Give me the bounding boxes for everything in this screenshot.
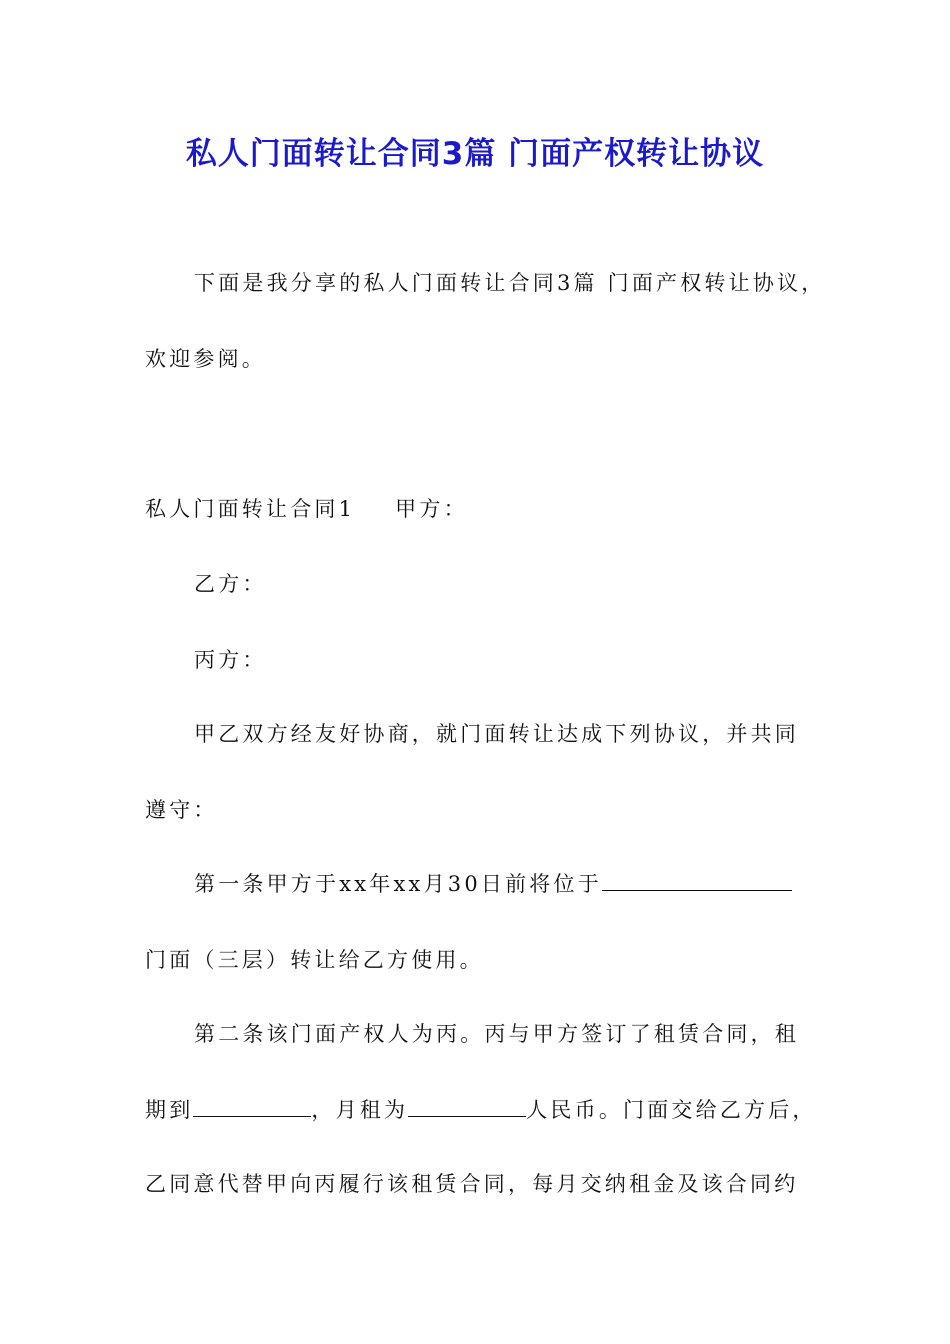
party-c-label: 丙方：: [194, 648, 267, 672]
lease-term-blank: [193, 1096, 311, 1117]
rent-amount-blank: [408, 1096, 526, 1117]
document-title: 私人门面转让合同3篇 门面产权转让协议: [185, 136, 765, 172]
article1-line-1: [194, 869, 792, 899]
article2-part-3: 人民币。门面交给乙方后，: [526, 1098, 817, 1122]
article1-text: 第一条甲方于xx年xx月30日前将位于: [194, 872, 602, 896]
article2-line-3: 乙同意代替甲向丙履行该租赁合同，每月交纳租金及该合同约: [145, 1172, 799, 1196]
contract-heading-line: [145, 494, 468, 524]
preamble-line-2: 遵守：: [145, 798, 218, 822]
article2-part-2: ，月租为: [311, 1098, 409, 1122]
article2-line-2: [145, 1095, 817, 1125]
party-a-label: 甲方：: [395, 497, 468, 521]
intro-line-1: 下面是我分享的私人门面转让合同3篇 门面产权转让协议，: [194, 271, 826, 295]
contract-heading: 私人门面转让合同1: [145, 497, 356, 521]
article2-line-1: 第二条该门面产权人为丙。丙与甲方签订了租赁合同，租: [194, 1022, 799, 1046]
intro-line-2: 欢迎参阅。: [145, 347, 266, 371]
article1-line-2: 门面（三层）转让给乙方使用。: [145, 948, 484, 972]
party-b-label: 乙方：: [194, 572, 267, 596]
article2-part-1: 期到: [145, 1098, 194, 1122]
location-blank: [602, 870, 792, 891]
preamble-line-1: 甲乙双方经友好协商，就门面转让达成下列协议，并共同: [194, 722, 799, 746]
